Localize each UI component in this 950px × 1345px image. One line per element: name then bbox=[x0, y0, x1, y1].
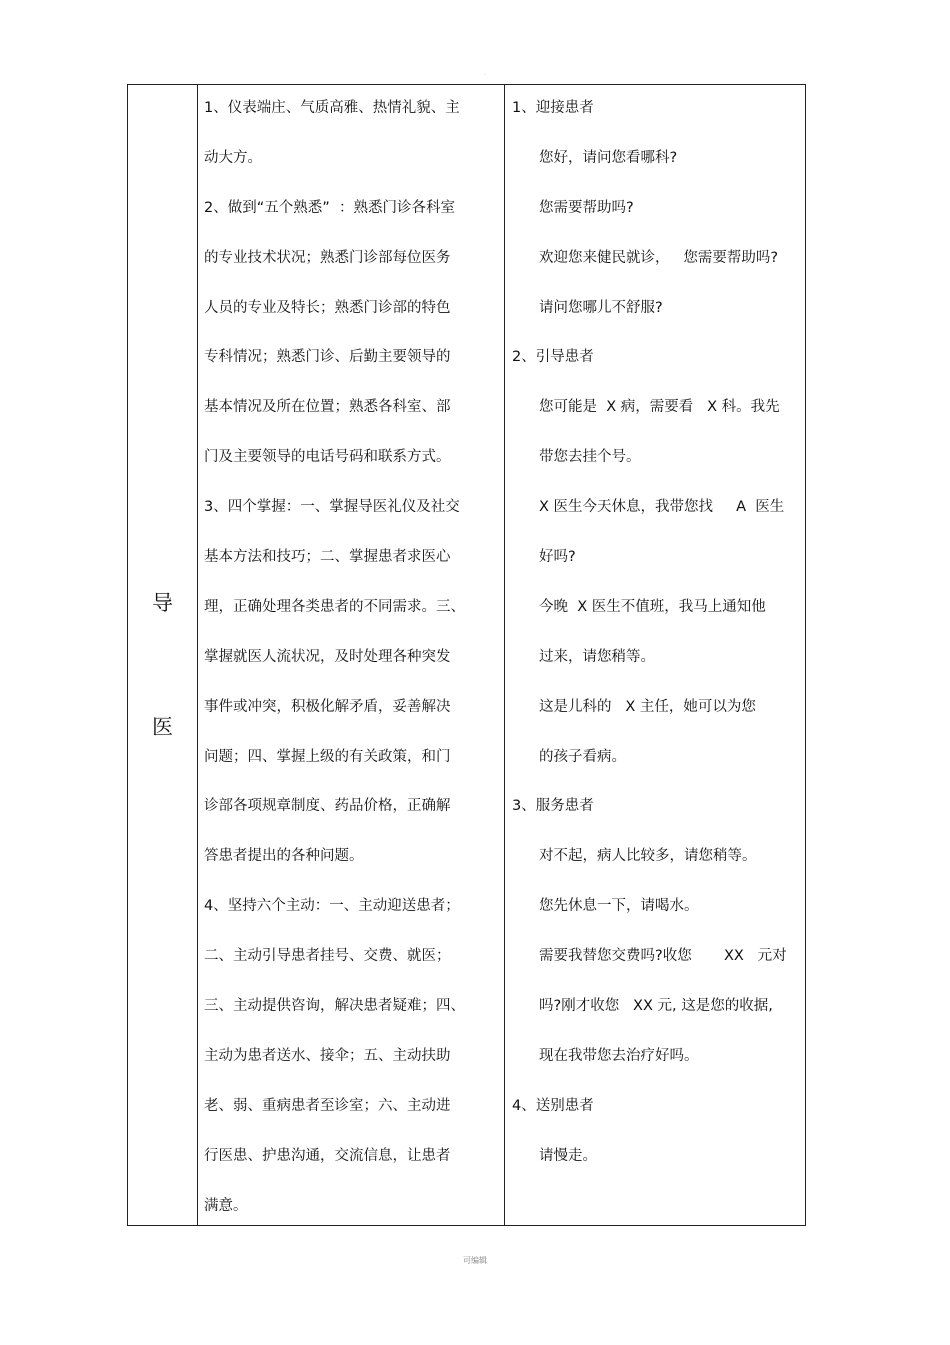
phrase-line: 带您去挂个号。 bbox=[539, 449, 641, 466]
phrase-line: 的孩子看病。 bbox=[539, 748, 626, 765]
phrase-line: 欢迎您来健民就诊， 您需要帮助吗? bbox=[539, 249, 779, 266]
requirement-line: 基本情况及所在位置；熟悉各科室、部 bbox=[204, 399, 451, 416]
requirement-line: 专科情况；熟悉门诊、后勤主要领导的 bbox=[204, 349, 451, 366]
phrase-line: 请问您哪儿不舒服? bbox=[539, 299, 663, 316]
top-mark: . bbox=[484, 70, 486, 77]
requirement-line: 基本方法和技巧；二、掌握患者求医心 bbox=[204, 549, 451, 566]
phrases-column bbox=[512, 95, 804, 1193]
phrase-line: 吗?刚才收您 XX 元, 这是您的收据, bbox=[539, 998, 773, 1015]
requirement-line: 三、主动提供咨询，解决患者疑难；四、 bbox=[204, 998, 465, 1015]
requirement-line: 4、坚持六个主动：一、主动迎送患者； bbox=[204, 898, 460, 915]
phrase-line: 对不起，病人比较多，请您稍等。 bbox=[539, 848, 757, 865]
phrase-line: 过来，请您稍等。 bbox=[539, 648, 655, 665]
requirement-line: 二、主动引导患者挂号、交费、就医； bbox=[204, 948, 451, 965]
column-divider-1 bbox=[197, 85, 198, 1225]
requirement-line: 答患者提出的各种问题。 bbox=[204, 848, 364, 865]
phrase-line: 您可能是 X 病，需要看 X 科。我先 bbox=[539, 399, 780, 416]
phrase-line: 今晚 X 医生不值班，我马上通知他 bbox=[539, 598, 766, 615]
requirement-line: 掌握就医人流状况，及时处理各种突发 bbox=[204, 648, 451, 665]
requirement-line: 满意。 bbox=[204, 1197, 248, 1214]
phrase-line: 需要我替您交费吗?收您 XX 元对 bbox=[539, 948, 787, 965]
requirement-line: 人员的专业及特长；熟悉门诊部的特色 bbox=[204, 299, 451, 316]
requirement-line: 行医患、护患沟通，交流信息，让患者 bbox=[204, 1147, 451, 1164]
footer-note: 可编辑 bbox=[463, 1256, 487, 1265]
phrase-line: X 医生今天休息，我带您找 A 医生 bbox=[539, 499, 785, 516]
role-char-2: 医 bbox=[152, 715, 173, 739]
requirement-line: 事件或冲突，积极化解矛盾，妥善解决 bbox=[204, 698, 451, 715]
requirement-line: 门及主要领导的电话号码和联系方式。 bbox=[204, 449, 451, 466]
requirement-line: 理，正确处理各类患者的不同需求。三、 bbox=[204, 598, 465, 615]
requirement-line: 1、仪表端庄、气质高雅、热情礼貌、主 bbox=[204, 100, 460, 116]
requirements-column bbox=[204, 95, 500, 1242]
phrase-line: 请慢走。 bbox=[539, 1147, 597, 1164]
phrase-line: 现在我带您去治疗好吗。 bbox=[539, 1047, 699, 1064]
guide-table bbox=[127, 84, 806, 1226]
requirement-line: 老、弱、重病患者至诊室；六、主动进 bbox=[204, 1097, 451, 1114]
column-divider-2 bbox=[504, 85, 505, 1225]
requirement-line: 问题；四、掌握上级的有关政策，和门 bbox=[204, 748, 451, 765]
role-char-1: 导 bbox=[152, 591, 173, 615]
phrase-heading: 4、送别患者 bbox=[512, 1097, 594, 1114]
phrase-line: 好吗? bbox=[539, 549, 576, 566]
phrase-line: 您先休息一下，请喝水。 bbox=[539, 898, 699, 915]
phrase-heading: 2、引导患者 bbox=[512, 349, 594, 366]
requirement-line: 动大方。 bbox=[204, 149, 262, 166]
phrase-line: 您好，请问您看哪科? bbox=[539, 149, 678, 166]
phrase-line: 这是儿科的 X 主任，她可以为您 bbox=[539, 698, 756, 715]
requirement-line: 3、四个掌握：一、掌握导医礼仪及社交 bbox=[204, 499, 460, 516]
phrase-line: 您需要帮助吗? bbox=[539, 199, 634, 216]
requirement-line: 主动为患者送水、接伞；五、主动扶助 bbox=[204, 1047, 451, 1064]
requirement-line: 的专业技术状况；熟悉门诊部每位医务 bbox=[204, 249, 451, 266]
phrase-heading: 3、服务患者 bbox=[512, 798, 594, 815]
phrase-heading: 1、迎接患者 bbox=[512, 100, 594, 116]
requirement-line: 诊部各项规章制度、药品价格，正确解 bbox=[204, 798, 451, 815]
requirement-line: 2、做到“五个熟悉” ：熟悉门诊各科室 bbox=[204, 199, 455, 216]
